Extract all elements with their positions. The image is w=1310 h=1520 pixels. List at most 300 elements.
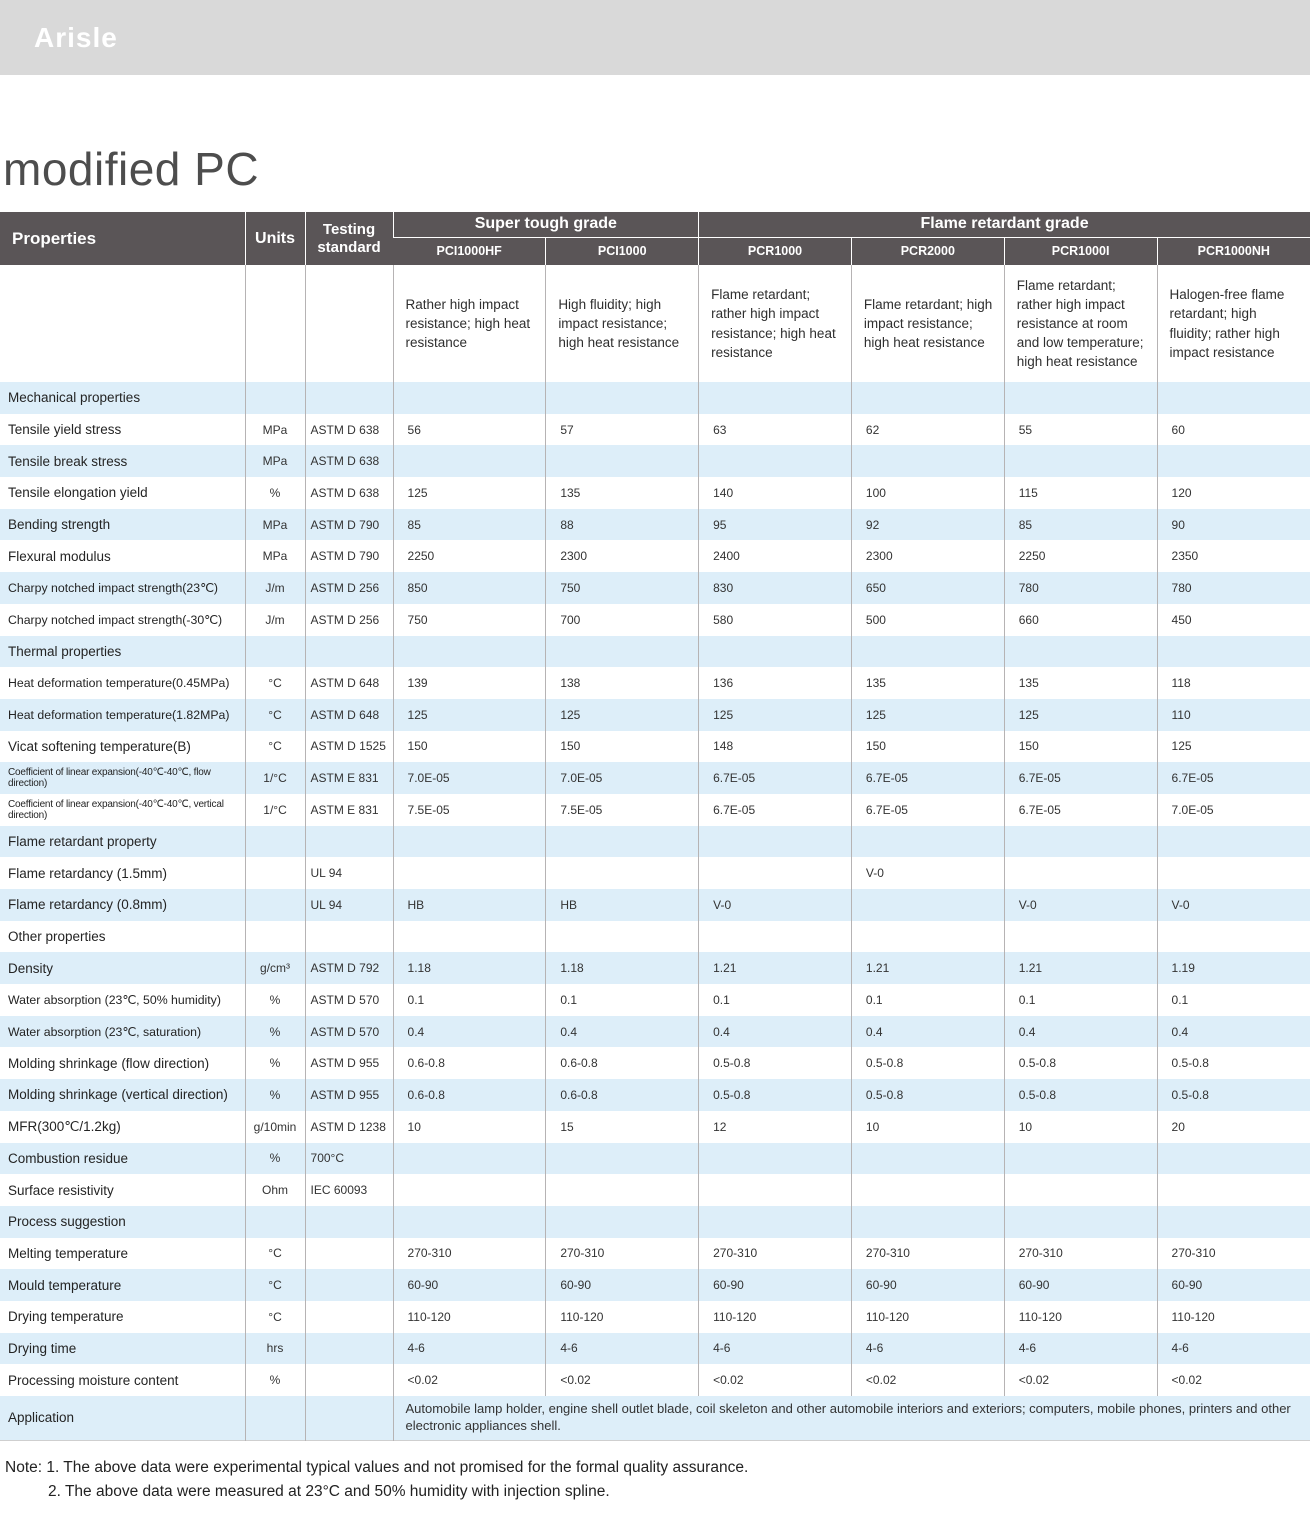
value-cell [546,826,699,858]
data-row [0,731,1310,763]
value-cell: 115 [1004,477,1157,509]
unit-cell: J/m [245,604,305,636]
value-cell: 6.7E-05 [1004,762,1157,794]
unit-cell: % [245,1143,305,1175]
section-row [0,826,1310,858]
value-cell: 780 [1157,572,1310,604]
value-cell: 2350 [1157,540,1310,572]
data-row [0,1364,1310,1396]
flame-retardant-grade-header: Flame retardant grade [699,212,1310,237]
value-cell: 0.1 [1157,984,1310,1016]
data-row [0,762,1310,794]
value-cell: 0.5-0.8 [851,1079,1004,1111]
unit-cell: MPa [245,540,305,572]
value-cell [393,826,546,858]
data-row [0,984,1310,1016]
value-cell: 0.4 [546,1016,699,1048]
unit-cell: MPa [245,414,305,446]
value-cell: 0.4 [699,1016,852,1048]
product-description: Flame retardant; rather high impact resistance; high heat resistance [699,265,852,382]
unit-cell: Ohm [245,1174,305,1206]
value-cell: 110-120 [546,1301,699,1333]
super-tough-grade-header: Super tough grade [393,212,699,237]
value-cell [699,826,852,858]
value-cell [546,921,699,953]
data-row [0,509,1310,541]
value-cell [851,382,1004,414]
unit-cell: J/m [245,572,305,604]
group-header-row [0,212,1310,237]
value-cell [393,1206,546,1238]
description-row [0,265,1310,382]
data-row [0,889,1310,921]
spec-table [0,212,1310,1441]
value-cell: 10 [851,1111,1004,1143]
value-cell: 125 [1004,699,1157,731]
value-cell: 7.0E-05 [1157,794,1310,826]
value-cell: 0.5-0.8 [1004,1047,1157,1079]
standard-cell: ASTM D 256 [305,604,393,636]
value-cell: V-0 [699,889,852,921]
property-label: Processing moisture content [0,1364,245,1396]
value-cell [1004,826,1157,858]
value-cell: <0.02 [1157,1364,1310,1396]
standard-cell: ASTM D 648 [305,667,393,699]
value-cell [699,1174,852,1206]
unit-cell: °C [245,1269,305,1301]
unit-cell: °C [245,1238,305,1270]
value-cell: 0.1 [851,984,1004,1016]
unit-cell [245,636,305,668]
value-cell: 0.5-0.8 [1157,1079,1310,1111]
value-cell: 270-310 [1157,1238,1310,1270]
value-cell: 88 [546,509,699,541]
value-cell: 150 [393,731,546,763]
data-row [0,794,1310,826]
value-cell: 500 [851,604,1004,636]
value-cell: 60 [1157,414,1310,446]
unit-cell [245,921,305,953]
footnote-1: Note: 1. The above data were experimental typical values and not promised for the formal quality assurance. [5,1458,749,1476]
value-cell: 6.7E-05 [1004,794,1157,826]
value-cell: <0.02 [851,1364,1004,1396]
brand-logo: Arisle [34,21,118,53]
value-cell: 0.5-0.8 [1157,1047,1310,1079]
standard-cell: ASTM D 955 [305,1047,393,1079]
value-cell: 110-120 [393,1301,546,1333]
property-label: Melting temperature [0,1238,245,1270]
value-cell: 6.7E-05 [851,762,1004,794]
value-cell: 125 [393,477,546,509]
standard-cell: ASTM D 955 [305,1079,393,1111]
value-cell: 110 [1157,699,1310,731]
value-cell: 1.19 [1157,952,1310,984]
value-cell: 60-90 [699,1269,852,1301]
standard-cell: ASTM E 831 [305,762,393,794]
data-row [0,857,1310,889]
property-label: Coefficient of linear expansion(-40℃-40℃, vertical direction) [0,794,245,826]
section-label: Thermal properties [0,636,245,668]
value-cell: 0.5-0.8 [699,1079,852,1111]
value-cell: 90 [1157,509,1310,541]
value-cell: 15 [546,1111,699,1143]
value-cell: 85 [393,509,546,541]
value-cell: 700 [546,604,699,636]
data-row [0,445,1310,477]
unit-cell: MPa [245,509,305,541]
value-cell: 270-310 [851,1238,1004,1270]
standard-cell: ASTM D 790 [305,540,393,572]
standard-cell [305,1206,393,1238]
value-cell [393,1143,546,1175]
standard-cell [305,382,393,414]
value-cell [1004,1174,1157,1206]
property-label: Water absorption (23℃, saturation) [0,1016,245,1048]
property-label: Drying time [0,1333,245,1365]
data-row [0,667,1310,699]
unit-cell: °C [245,1301,305,1333]
value-cell: 60-90 [1004,1269,1157,1301]
standard-cell [305,1364,393,1396]
product-header-pci1000: PCI1000 [546,237,699,265]
value-cell: 125 [699,699,852,731]
value-cell: 0.6-0.8 [393,1047,546,1079]
value-cell [1157,921,1310,953]
unit-cell: % [245,477,305,509]
value-cell: 4-6 [1004,1333,1157,1365]
standard-cell: 700°C [305,1143,393,1175]
value-cell: 136 [699,667,852,699]
value-cell: 0.6-0.8 [393,1079,546,1111]
product-description: Rather high impact resistance; high heat resistance [393,265,546,382]
standard-cell: ASTM E 831 [305,794,393,826]
unit-cell: °C [245,667,305,699]
product-description: Flame retardant; high impact resistance; high heat resistance [851,265,1004,382]
product-description: High fluidity; high impact resistance; high heat resistance [546,265,699,382]
value-cell: 780 [1004,572,1157,604]
value-cell [699,382,852,414]
property-label: Flame retardancy (0.8mm) [0,889,245,921]
value-cell [699,921,852,953]
value-cell [699,445,852,477]
unit-cell [245,382,305,414]
data-row [0,572,1310,604]
value-cell: 0.4 [1004,1016,1157,1048]
value-cell: 92 [851,509,1004,541]
value-cell [699,1143,852,1175]
value-cell [1157,382,1310,414]
value-cell: 6.7E-05 [699,762,852,794]
value-cell: 0.5-0.8 [851,1047,1004,1079]
footnotes [5,1456,1310,1504]
section-row [0,921,1310,953]
property-label: MFR(300℃/1.2kg) [0,1111,245,1143]
unit-cell: % [245,984,305,1016]
value-cell: 60-90 [1157,1269,1310,1301]
unit-cell: °C [245,731,305,763]
standard-cell [305,826,393,858]
value-cell: 650 [851,572,1004,604]
value-cell [1157,1174,1310,1206]
value-cell: 85 [1004,509,1157,541]
section-label: Process suggestion [0,1206,245,1238]
value-cell [393,921,546,953]
value-cell: 0.4 [393,1016,546,1048]
unit-cell [245,1206,305,1238]
value-cell: 4-6 [699,1333,852,1365]
value-cell [1004,636,1157,668]
value-cell: <0.02 [393,1364,546,1396]
data-row [0,1079,1310,1111]
value-cell: 150 [1004,731,1157,763]
unit-cell: 1/°C [245,762,305,794]
property-label: Heat deformation temperature(1.82MPa) [0,699,245,731]
value-cell: 2250 [1004,540,1157,572]
value-cell: 2400 [699,540,852,572]
section-row [0,1206,1310,1238]
value-cell: 125 [546,699,699,731]
application-text: Automobile lamp holder, engine shell outlet blade, coil skeleton and other automobile interiors and exteriors; computers, mobile phones, printers and other electronic appliances shell. [393,1396,1310,1440]
value-cell [1004,921,1157,953]
value-cell: 62 [851,414,1004,446]
section-row [0,636,1310,668]
value-cell: 135 [851,667,1004,699]
standard-cell: ASTM D 570 [305,1016,393,1048]
value-cell: 150 [851,731,1004,763]
standard-cell: IEC 60093 [305,1174,393,1206]
standard-cell [305,636,393,668]
value-cell: 0.1 [393,984,546,1016]
data-row [0,1016,1310,1048]
value-cell [1004,1206,1157,1238]
property-label: Tensile elongation yield [0,477,245,509]
product-description: Flame retardant; rather high impact resistance at room and low temperature; high heat resistance [1004,265,1157,382]
value-cell: 135 [1004,667,1157,699]
value-cell: 830 [699,572,852,604]
property-label: Application [0,1396,245,1440]
value-cell: 4-6 [851,1333,1004,1365]
value-cell: 660 [1004,604,1157,636]
description-spacer [305,265,393,382]
data-row [0,414,1310,446]
product-header-pci1000hf: PCI1000HF [393,237,546,265]
value-cell [546,1206,699,1238]
section-label: Other properties [0,921,245,953]
value-cell: 1.21 [699,952,852,984]
value-cell: 1.21 [1004,952,1157,984]
value-cell: 110-120 [699,1301,852,1333]
value-cell [1157,636,1310,668]
table-header [0,212,1310,382]
value-cell: 4-6 [546,1333,699,1365]
value-cell [1157,826,1310,858]
data-row [0,1333,1310,1365]
standard-cell: ASTM D 638 [305,414,393,446]
application-row [0,1396,1310,1440]
value-cell: V-0 [1004,889,1157,921]
property-label: Tensile yield stress [0,414,245,446]
data-row [0,1111,1310,1143]
value-cell: 0.4 [851,1016,1004,1048]
standard-cell [305,1333,393,1365]
property-label: Flame retardancy (1.5mm) [0,857,245,889]
footnote-2: 2. The above data were measured at 23°C and 50% humidity with injection spline. [48,1482,610,1500]
value-cell: 7.0E-05 [393,762,546,794]
standard-cell: ASTM D 790 [305,509,393,541]
unit-cell: % [245,1047,305,1079]
value-cell: 125 [851,699,1004,731]
standard-cell: ASTM D 638 [305,477,393,509]
value-cell: <0.02 [1004,1364,1157,1396]
property-label: Water absorption (23℃, 50% humidity) [0,984,245,1016]
value-cell: 150 [546,731,699,763]
value-cell: 0.6-0.8 [546,1047,699,1079]
value-cell: 60-90 [546,1269,699,1301]
unit-cell [245,857,305,889]
value-cell: 135 [546,477,699,509]
data-row [0,1047,1310,1079]
value-cell: 0.6-0.8 [546,1079,699,1111]
value-cell: 270-310 [546,1238,699,1270]
value-cell: 580 [699,604,852,636]
unit-cell: % [245,1079,305,1111]
value-cell [546,1143,699,1175]
description-spacer [245,265,305,382]
standard-cell [305,1269,393,1301]
value-cell: 100 [851,477,1004,509]
unit-cell [245,889,305,921]
value-cell: 60-90 [851,1269,1004,1301]
value-cell: 138 [546,667,699,699]
value-cell [1004,857,1157,889]
value-cell [546,636,699,668]
value-cell: 270-310 [1004,1238,1157,1270]
value-cell [851,1143,1004,1175]
value-cell [699,636,852,668]
data-row [0,1174,1310,1206]
value-cell: 270-310 [699,1238,852,1270]
value-cell [1157,1143,1310,1175]
value-cell: 140 [699,477,852,509]
section-label: Mechanical properties [0,382,245,414]
value-cell: 2300 [851,540,1004,572]
value-cell: <0.02 [699,1364,852,1396]
units-column-header: Units [245,212,305,265]
product-header-pcr2000: PCR2000 [851,237,1004,265]
standard-cell: ASTM D 648 [305,699,393,731]
testing-standard-column-header: Testing standard [305,212,393,265]
value-cell: 10 [1004,1111,1157,1143]
value-cell [1157,1206,1310,1238]
data-row [0,604,1310,636]
property-label: Drying temperature [0,1301,245,1333]
value-cell: 125 [1157,731,1310,763]
value-cell: 1.21 [851,952,1004,984]
value-cell: 7.0E-05 [546,762,699,794]
value-cell [546,1174,699,1206]
properties-column-header: Properties [0,212,245,265]
value-cell: 7.5E-05 [393,794,546,826]
value-cell: 750 [393,604,546,636]
property-label: Bending strength [0,509,245,541]
value-cell: 125 [393,699,546,731]
value-cell [851,636,1004,668]
value-cell: 0.1 [546,984,699,1016]
property-label: Surface resistivity [0,1174,245,1206]
value-cell: 0.5-0.8 [1004,1079,1157,1111]
value-cell: 6.7E-05 [699,794,852,826]
value-cell: 7.5E-05 [546,794,699,826]
unit-cell: hrs [245,1333,305,1365]
value-cell: V-0 [1157,889,1310,921]
value-cell: V-0 [851,857,1004,889]
value-cell: 110-120 [1004,1301,1157,1333]
value-cell [1157,857,1310,889]
value-cell: 0.4 [1157,1016,1310,1048]
value-cell [851,1206,1004,1238]
value-cell: 56 [393,414,546,446]
value-cell: 63 [699,414,852,446]
product-header-pcr1000nh: PCR1000NH [1157,237,1310,265]
standard-cell: ASTM D 1238 [305,1111,393,1143]
value-cell [546,445,699,477]
unit-cell: % [245,1364,305,1396]
value-cell: 450 [1157,604,1310,636]
standard-cell: ASTM D 1525 [305,731,393,763]
value-cell [393,382,546,414]
unit-cell [245,1396,305,1440]
value-cell: HB [393,889,546,921]
value-cell: 110-120 [851,1301,1004,1333]
property-label: Density [0,952,245,984]
unit-cell: 1/°C [245,794,305,826]
value-cell: 57 [546,414,699,446]
value-cell: HB [546,889,699,921]
unit-cell: MPa [245,445,305,477]
standard-cell [305,1301,393,1333]
unit-cell: °C [245,699,305,731]
property-label: Tensile break stress [0,445,245,477]
property-label: Combustion residue [0,1143,245,1175]
description-spacer [0,265,245,382]
standard-cell: ASTM D 638 [305,445,393,477]
unit-cell [245,826,305,858]
value-cell: <0.02 [546,1364,699,1396]
property-label: Heat deformation temperature(0.45MPa) [0,667,245,699]
value-cell: 6.7E-05 [851,794,1004,826]
value-cell [699,1206,852,1238]
value-cell: 2300 [546,540,699,572]
value-cell [851,826,1004,858]
value-cell: 148 [699,731,852,763]
value-cell: 139 [393,667,546,699]
value-cell [851,1174,1004,1206]
value-cell [393,445,546,477]
standard-cell [305,921,393,953]
brand-banner [0,0,1310,75]
property-label: Charpy notched impact strength(-30℃) [0,604,245,636]
value-cell: 2250 [393,540,546,572]
value-cell [393,1174,546,1206]
data-row [0,952,1310,984]
product-description: Halogen-free flame retardant; high fluidity; rather high impact resistance [1157,265,1310,382]
value-cell [1004,445,1157,477]
standard-cell: UL 94 [305,857,393,889]
property-label: Molding shrinkage (vertical direction) [0,1079,245,1111]
value-cell [1157,445,1310,477]
value-cell [851,889,1004,921]
property-label: Coefficient of linear expansion(-40℃-40℃, flow direction) [0,762,245,794]
